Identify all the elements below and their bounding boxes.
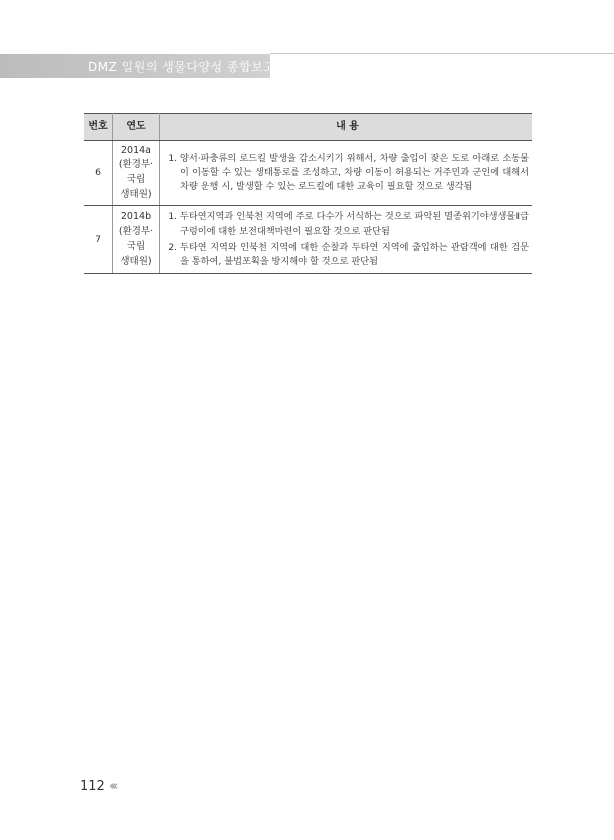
year-line: 2014a [121,144,151,156]
table-row [84,206,532,274]
chevron-left-icon: ‹‹‹ [108,779,116,794]
page-number: 112 [80,779,105,794]
year-line: 국립 [126,173,146,185]
row-number: 6 [84,140,113,206]
content-item: 2. 두타연 지역와 인북천 지역에 대한 순찰과 두타연 지역에 출입하는 관람객에 대한 검문을 통하여, 불법포획을 방지해야 할 것으로 판단됨 [180,240,529,271]
year-line: 생태원) [120,255,152,267]
year-line: 국립 [126,240,146,252]
header-rule [270,53,614,54]
column-header-year: 연도 [113,114,160,141]
row-year [113,206,160,274]
content-item: 1. 두타연지역과 인북천 지역에 주로 다수가 서식하는 것으로 파악된 멸종위기야생생물Ⅱ급 구렁이에 대한 보전대책마련이 필요할 것으로 판단됨 [180,209,529,240]
column-header-number: 번호 [84,114,113,141]
year-line: (환경부· [118,159,154,171]
content-list [166,209,529,270]
content-item: 1. 양서·파충류의 로드킬 발생을 감소시키기 위해서, 차량 출입이 잦은 도로 아래로 소동물이 이동할 수 있는 생태통로를 조성하고, 차량 이동이 허용되는 거주민과 군인에 대해서 차량 운행 시, 발생할 수 있는 로드킬에 대한 교육이 필요할 것으로 생각됨 [180,151,529,196]
running-header-title: DMZ 일원의 생물다양성 종합보고서 [88,60,288,74]
table-row [84,140,532,206]
row-content [160,140,533,206]
row-year [113,140,160,206]
row-number: 7 [84,206,113,274]
year-line: 2014b [120,211,152,223]
year-line: (환경부· [118,226,154,238]
year-line: 생태원) [120,188,152,200]
table-header-row [84,114,532,141]
content-list [166,151,529,196]
reference-table [84,113,532,274]
row-content [160,206,533,274]
column-header-content: 내 용 [160,114,533,141]
page-footer [80,779,115,794]
